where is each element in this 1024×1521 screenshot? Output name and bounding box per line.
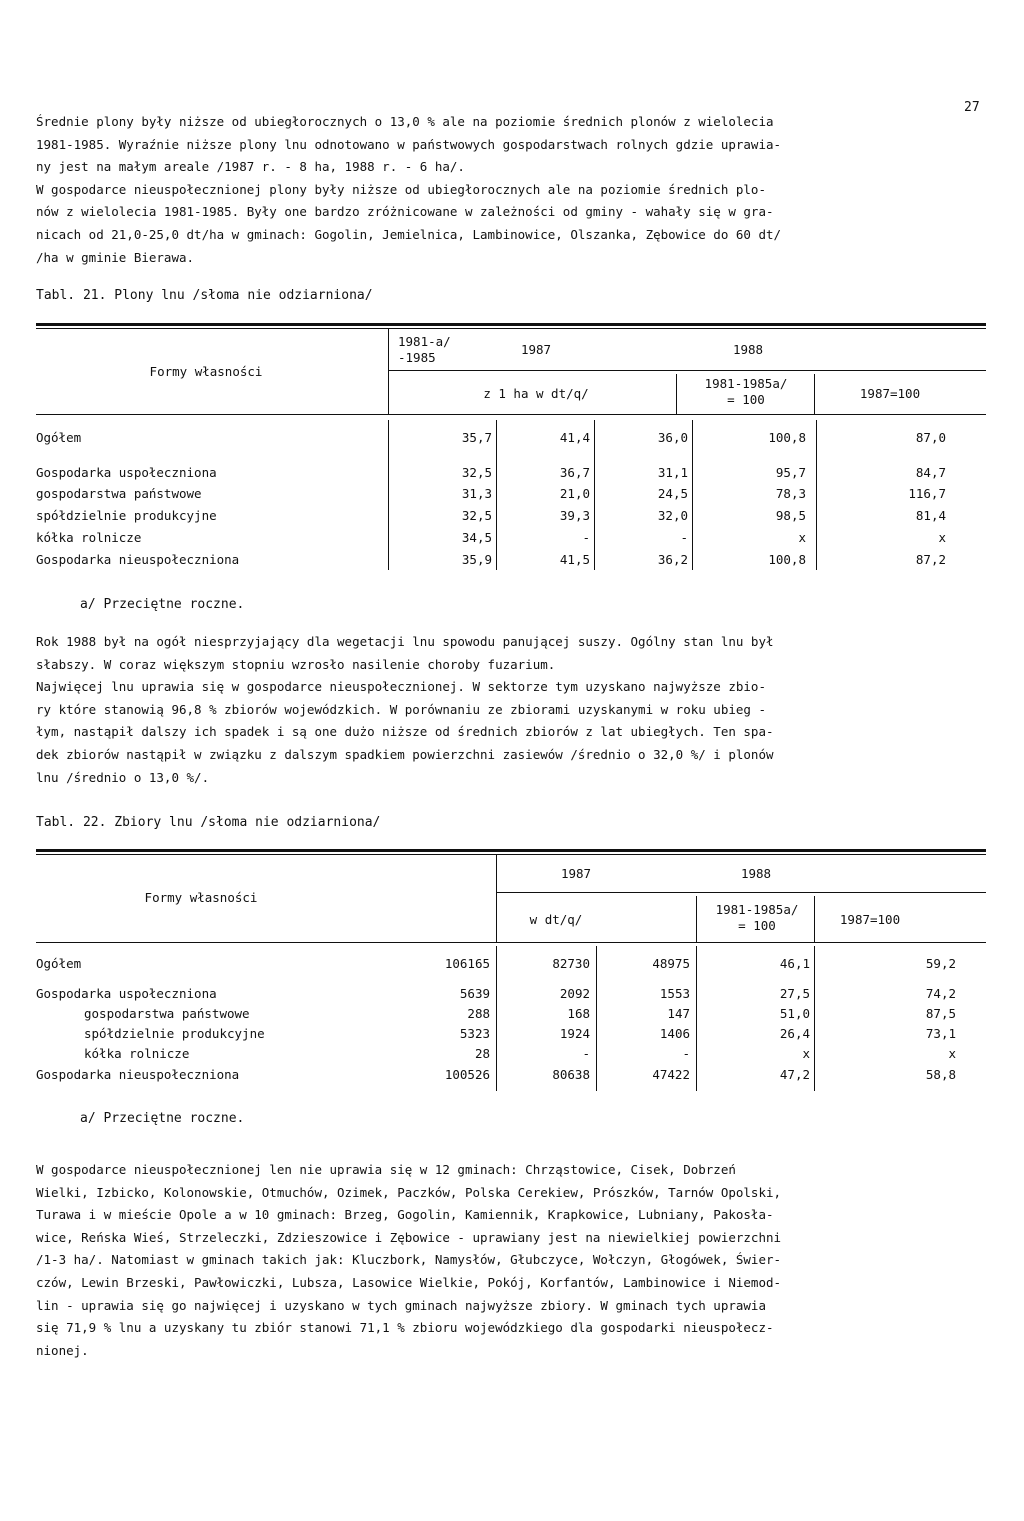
table-cell: 28 [474, 1046, 490, 1061]
header-index-prev: 1987=100 [839, 912, 901, 927]
row-label: gospodarstwa państwowe [36, 486, 202, 501]
text-line: wice, Reńska Wieś, Strzeleczki, Zdzieszowice i Zębowice - uprawiany jest na niewielkiej powierzchni [36, 1229, 782, 1245]
table-cell: 35,9 [461, 552, 492, 567]
table-cell: x [938, 530, 946, 545]
table-cell: - [680, 530, 688, 545]
table-cell: 36,2 [657, 552, 688, 567]
row-label: Gospodarka nieuspołeczniona [36, 1067, 240, 1082]
table-cell: 106165 [444, 956, 490, 971]
table-cell: - [582, 1046, 590, 1061]
table-cell: 87,2 [915, 552, 946, 567]
table-row [36, 530, 986, 550]
text-line: czów, Lewin Brzeski, Pawłowiczki, Lubsza, Lasowice Wielkie, Pokój, Korfantów, Lambinowice i Niemod- [36, 1274, 782, 1290]
row-label: Gospodarka nieuspołeczniona [36, 552, 240, 567]
table-cell: 80638 [552, 1067, 590, 1082]
table-row [36, 486, 986, 506]
table-cell: 98,5 [775, 508, 806, 523]
row-label: Ogółem [36, 430, 82, 445]
table-21-footnote: a/ Przeciętne roczne. [80, 597, 245, 612]
text-line: ry które stanowią 96,8 % zbiorów wojewódzkich. W porównaniu ze zbiorami uzyskanymi w roku ubieg - [36, 701, 766, 717]
table-cell: 36,0 [657, 430, 688, 445]
table-row [36, 508, 986, 528]
text-line: /ha w gminie Bierawa. [36, 249, 195, 265]
table-cell: - [582, 530, 590, 545]
row-label: spółdzielnie produkcyjne [84, 1026, 265, 1041]
table-cell: 1553 [659, 986, 690, 1001]
table-cell: 26,4 [779, 1026, 810, 1041]
text-line: W gospodarce nieuspołecznionej len nie uprawia się w 12 gminach: Chrząstowice, Cisek, Dobrzeń [36, 1162, 736, 1177]
header-unit: w dt/q/ [529, 912, 583, 927]
table-cell: 24,5 [657, 486, 688, 501]
table-cell: 87,0 [915, 430, 946, 445]
table-row [36, 986, 986, 1006]
table-cell: 47422 [652, 1067, 690, 1082]
text-line: dek zbiorów nastąpił w związku z dalszym spadkiem powierzchni zasiewów /średnio o 32,0 %/ i plonów [36, 746, 774, 762]
text-line: Najwięcej lnu uprawia się w gospodarce nieuspołecznionej. W sektorze tym uzyskano najwyższe zbio- [36, 679, 766, 695]
table-cell: x [802, 1046, 810, 1061]
table-cell: 95,7 [775, 465, 806, 480]
table-cell: 51,0 [779, 1006, 810, 1021]
header-index-base: 1981-1985a/ = 100 [715, 902, 799, 933]
text-line: się 71,9 % lnu a uzyskany tu zbiór stanowi 71,1 % zbioru wojewódzkiego dla gospodarki nieuspołecz- [36, 1320, 774, 1336]
table-cell: 47,2 [779, 1067, 810, 1082]
table-cell: 32,0 [657, 508, 688, 523]
table-cell: 5323 [459, 1026, 490, 1041]
header-forms: Formy własności [144, 890, 258, 905]
header-1981-1985: 1981-a/ -1985 [398, 334, 451, 365]
table-cell: 1924 [559, 1026, 590, 1041]
text-line: Rok 1988 był na ogół niesprzyjający dla wegetacji lnu spowodu panującej suszy. Ogólny stan lnu był [36, 634, 774, 649]
table-cell: 59,2 [925, 956, 956, 971]
table-cell: 48975 [652, 956, 690, 971]
text-line: Turawa i w mieście Opole a w 10 gminach: Brzeg, Gogolin, Kamiennik, Krapkowice, Lubniany, Pakosła- [36, 1207, 774, 1223]
text-line: słabszy. W coraz większym stopniu wzrosło nasilenie choroby fuzarium. [36, 656, 556, 672]
row-label: kółka rolnicze [84, 1046, 190, 1061]
table-cell: 39,3 [559, 508, 590, 523]
table-cell: 31,3 [461, 486, 492, 501]
text-line: nionej. [36, 1342, 89, 1358]
table-row [36, 1026, 986, 1046]
table-cell: 34,5 [461, 530, 492, 545]
header-1987: 1987 [520, 342, 552, 357]
text-line: ny jest na małym arealе /1987 r. - 8 ha, 1988 r. - 6 ha/. [36, 159, 465, 175]
row-label: Ogółem [36, 956, 82, 971]
table-cell: 81,4 [915, 508, 946, 523]
header-1988: 1988 [732, 342, 764, 357]
row-label: Gospodarka uspołeczniona [36, 986, 217, 1001]
header-index-base: 1981-1985a/ = 100 [704, 376, 788, 407]
table-cell: 116,7 [908, 486, 946, 501]
table-22 [36, 846, 986, 1096]
header-1987: 1987 [560, 866, 592, 881]
table-cell: 41,5 [559, 552, 590, 567]
paragraph-yields [36, 111, 992, 269]
table-row [36, 1046, 986, 1066]
table-cell: 100,8 [768, 552, 806, 567]
row-label: spółdzielnie produkcyjne [36, 508, 217, 523]
table-cell: 84,7 [915, 465, 946, 480]
table-cell: 147 [667, 1006, 690, 1021]
table-21 [36, 320, 986, 590]
text-line: łym, nastąpił dalszy ich spadek i są one dużo niższe od średnich zbiorów z lat ubiegłych. Ten spa- [36, 724, 774, 740]
text-line: lnu /średnio o 13,0 %/. [36, 769, 210, 785]
table-22-caption: Tabl. 22. Zbiory lnu /słoma nie odziarniona/ [36, 815, 381, 830]
row-label: gospodarstwa państwowe [84, 1006, 250, 1021]
header-unit: z 1 ha w dt/q/ [483, 386, 589, 401]
table-cell: x [798, 530, 806, 545]
table-row [36, 552, 986, 572]
table-row [36, 956, 986, 976]
table-cell: 46,1 [779, 956, 810, 971]
table-cell: x [948, 1046, 956, 1061]
table-cell: 2092 [559, 986, 590, 1001]
table-cell: 73,1 [925, 1026, 956, 1041]
table-22-footnote: a/ Przeciętne roczne. [80, 1111, 245, 1126]
table-cell: - [682, 1046, 690, 1061]
table-cell: 82730 [552, 956, 590, 971]
table-cell: 1406 [659, 1026, 690, 1041]
table-cell: 100526 [444, 1067, 490, 1082]
table-cell: 58,8 [925, 1067, 956, 1082]
table-cell: 41,4 [559, 430, 590, 445]
text-line: Wielki, Izbicko, Kolonowskie, Otmuchów, Ozimek, Paczków, Polska Cerekiew, Prószków, Tarnów Opolski, [36, 1184, 782, 1200]
table-row [36, 430, 986, 450]
table-cell: 100,8 [768, 430, 806, 445]
table-cell: 36,7 [559, 465, 590, 480]
text-line: lin - uprawia się go najwięcej i uzyskano w tych gminach najwyższe zbiory. W gminach tych uprawia [36, 1297, 766, 1313]
table-cell: 87,5 [925, 1006, 956, 1021]
paragraph-gminas [36, 1159, 992, 1362]
header-index-prev: 1987=100 [859, 386, 921, 401]
table-cell: 35,7 [461, 430, 492, 445]
table-cell: 31,1 [657, 465, 688, 480]
text-line: nicach od 21,0-25,0 dt/ha w gminach: Gogolin, Jemielnica, Lambinowice, Olszanka, Zębowice do 60 dt/ [36, 226, 782, 242]
paragraph-drought [36, 631, 992, 789]
table-cell: 32,5 [461, 465, 492, 480]
row-label: kółka rolnicze [36, 530, 142, 545]
row-label: Gospodarka uspołeczniona [36, 465, 217, 480]
header-1988: 1988 [740, 866, 772, 881]
page-number: 27 [964, 100, 980, 115]
table-cell: 32,5 [461, 508, 492, 523]
table-21-caption: Tabl. 21. Plony lnu /słoma nie odziarniona/ [36, 288, 373, 303]
table-cell: 5639 [459, 986, 490, 1001]
table-cell: 78,3 [775, 486, 806, 501]
table-cell: 27,5 [779, 986, 810, 1001]
text-line: Średnie plony były niższe od ubiegłorocznych o 13,0 % ale na poziomie średnich plonów z wielolecia [36, 114, 774, 129]
table-row [36, 1067, 986, 1087]
table-cell: 21,0 [559, 486, 590, 501]
table-row [36, 465, 986, 485]
table-cell: 288 [467, 1006, 490, 1021]
text-line: /1-3 ha/. Natomiast w gminach takich jak: Kluczbork, Namysłów, Głubczyce, Wołczyn, Głogówek, Świer- [36, 1252, 782, 1268]
text-line: nów z wielolecia 1981-1985. Były one bardzo zróżnicowane w zależności od gminy - wahały się w gra- [36, 204, 774, 220]
text-line: 1981-1985. Wyraźnie niższe plony lnu odnotowano w państwowych gospodarstwach rolnych gdzie uprawia- [36, 136, 782, 152]
header-forms: Formy własności [149, 364, 263, 379]
table-row [36, 1006, 986, 1026]
table-cell: 168 [567, 1006, 590, 1021]
table-cell: 74,2 [925, 986, 956, 1001]
text-line: W gospodarce nieuspołecznionej plony były niższe od ubiegłorocznych ale na poziomie średnich plo- [36, 181, 766, 197]
